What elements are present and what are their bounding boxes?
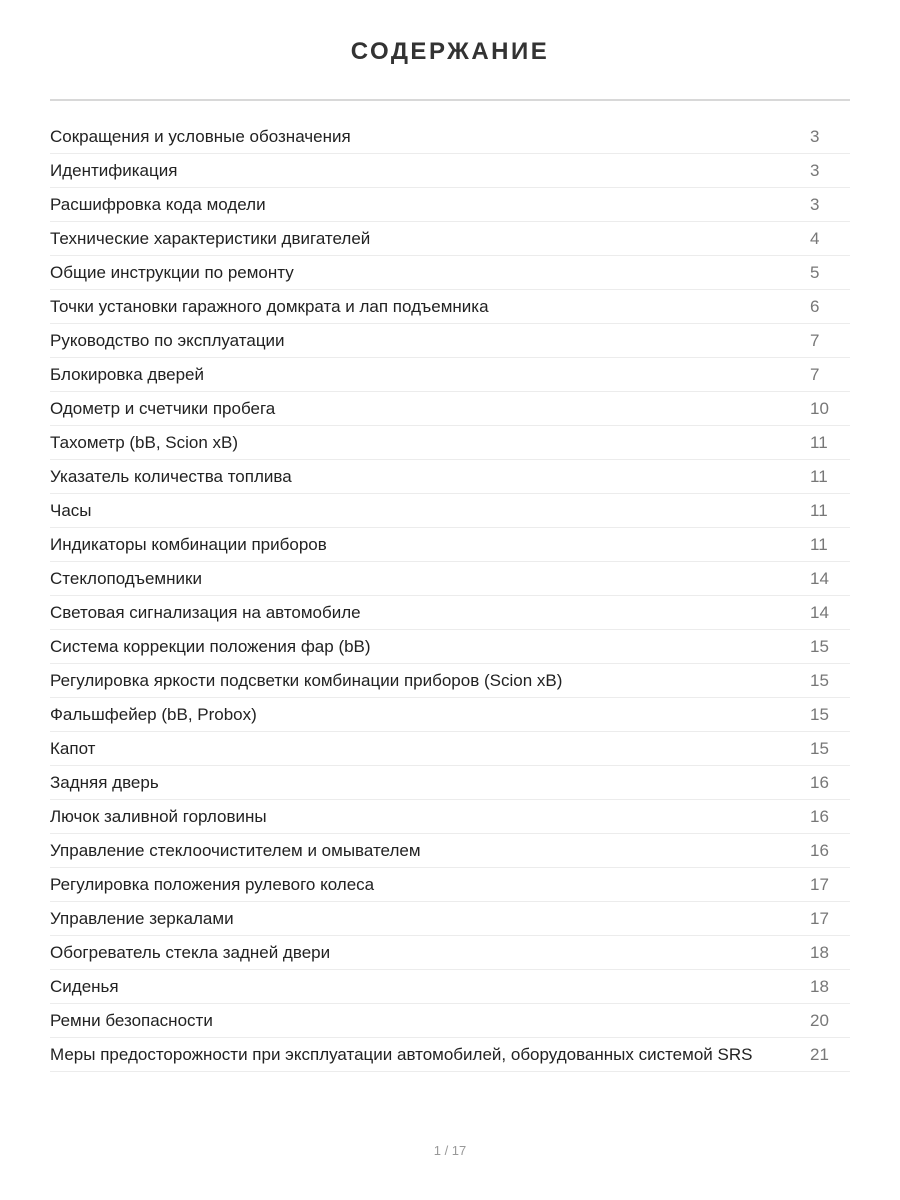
toc-entry[interactable] bbox=[50, 392, 850, 426]
toc-entry-label[interactable]: Руководство по эксплуатации bbox=[50, 331, 285, 350]
toc-entry-page-number: 10 bbox=[810, 399, 829, 418]
toc-entry-label[interactable]: Управление стеклоочистителем и омывателем bbox=[50, 841, 421, 860]
toc-entry-label[interactable]: Точки установки гаражного домкрата и лап подъемника bbox=[50, 297, 489, 316]
toc-entry-label[interactable]: Блокировка дверей bbox=[50, 365, 205, 384]
toc-entry[interactable] bbox=[50, 120, 850, 154]
toc-entry[interactable] bbox=[50, 698, 850, 732]
title-divider bbox=[50, 99, 850, 101]
toc-entry[interactable] bbox=[50, 460, 850, 494]
toc-entry-label[interactable]: Индикаторы комбинации приборов bbox=[50, 535, 327, 554]
toc-entry-page-number: 18 bbox=[810, 943, 829, 962]
toc-entry[interactable] bbox=[50, 188, 850, 222]
toc-entry-page-number: 17 bbox=[810, 909, 829, 928]
toc-entry-page-number: 15 bbox=[810, 705, 829, 724]
toc-entry-label[interactable]: Регулировка яркости подсветки комбинации приборов (Scion xB) bbox=[50, 671, 563, 690]
toc-entry-page-number: 15 bbox=[810, 739, 829, 758]
toc-entry-page-number: 7 bbox=[810, 331, 820, 350]
toc-entry-label[interactable]: Стеклоподъемники bbox=[50, 569, 202, 588]
toc-entry[interactable] bbox=[50, 154, 850, 188]
toc-entry-page-number: 11 bbox=[810, 535, 828, 554]
toc-entry[interactable] bbox=[50, 630, 850, 664]
toc-entry[interactable] bbox=[50, 766, 850, 800]
toc-entry-page-number: 11 bbox=[810, 501, 828, 520]
toc-entry-label[interactable]: Система коррекции положения фар (bB) bbox=[50, 637, 371, 656]
toc-entry-page-number: 15 bbox=[810, 671, 829, 690]
toc-entry-page-number: 16 bbox=[810, 807, 829, 826]
toc-entry-label[interactable]: Задняя дверь bbox=[50, 773, 159, 792]
toc-entry-label[interactable]: Одометр и счетчики пробега bbox=[50, 399, 276, 418]
toc-entry-page-number: 3 bbox=[810, 127, 820, 146]
toc-entry-page-number: 11 bbox=[810, 433, 828, 452]
toc-entry-label[interactable]: Световая сигнализация на автомобиле bbox=[50, 603, 361, 622]
toc-entry-label[interactable]: Сиденья bbox=[50, 977, 119, 996]
toc-entry-label[interactable]: Указатель количества топлива bbox=[50, 467, 292, 486]
toc-entry-label[interactable]: Лючок заливной горловины bbox=[50, 807, 267, 826]
toc-entry-page-number: 14 bbox=[810, 603, 829, 622]
toc-entry-label[interactable]: Расшифровка кода модели bbox=[50, 195, 266, 214]
toc-entry[interactable] bbox=[50, 1004, 850, 1038]
toc-entry-page-number: 20 bbox=[810, 1011, 829, 1030]
toc-entry[interactable] bbox=[50, 562, 850, 596]
toc-entry[interactable] bbox=[50, 596, 850, 630]
toc-entry-page-number: 5 bbox=[810, 263, 820, 282]
toc-entry-label[interactable]: Фальшфейер (bB, Probox) bbox=[50, 705, 257, 724]
page-indicator: 1 / 17 bbox=[433, 1143, 467, 1158]
toc-entry-label[interactable]: Тахометр (bB, Scion xB) bbox=[50, 433, 239, 452]
toc-entry-page-number: 11 bbox=[810, 467, 828, 486]
toc-entry-label[interactable]: Часы bbox=[50, 501, 92, 520]
toc-entry[interactable] bbox=[50, 1038, 850, 1072]
page-title: СОДЕРЖАНИЕ bbox=[350, 38, 550, 65]
toc-entry-page-number: 18 bbox=[810, 977, 829, 996]
toc-entry-page-number: 16 bbox=[810, 773, 829, 792]
toc-entry-label[interactable]: Управление зеркалами bbox=[50, 909, 234, 928]
toc-entry-page-number: 21 bbox=[810, 1045, 829, 1064]
toc-entry[interactable] bbox=[50, 834, 850, 868]
toc-entry[interactable] bbox=[50, 970, 850, 1004]
toc-entry-label[interactable]: Общие инструкции по ремонту bbox=[50, 263, 294, 282]
toc-entry[interactable] bbox=[50, 222, 850, 256]
toc-entry[interactable] bbox=[50, 800, 850, 834]
toc-entry-label[interactable]: Капот bbox=[50, 739, 96, 758]
toc-entry[interactable] bbox=[50, 324, 850, 358]
toc-entry-label[interactable]: Регулировка положения рулевого колеса bbox=[50, 875, 375, 894]
toc-entry[interactable] bbox=[50, 358, 850, 392]
toc-entry-page-number: 17 bbox=[810, 875, 829, 894]
toc-entry[interactable] bbox=[50, 528, 850, 562]
toc-entry-label[interactable]: Ремни безопасности bbox=[50, 1011, 213, 1030]
toc-entry[interactable] bbox=[50, 426, 850, 460]
toc-entry-page-number: 3 bbox=[810, 161, 820, 180]
toc-entry[interactable] bbox=[50, 902, 850, 936]
toc-entry[interactable] bbox=[50, 664, 850, 698]
toc-entry-page-number: 14 bbox=[810, 569, 829, 588]
toc-entry-label[interactable]: Обогреватель стекла задней двери bbox=[50, 943, 331, 962]
toc-entry[interactable] bbox=[50, 290, 850, 324]
toc-entry-label[interactable]: Технические характеристики двигателей bbox=[50, 229, 371, 248]
toc-entry[interactable] bbox=[50, 732, 850, 766]
toc-entry[interactable] bbox=[50, 494, 850, 528]
toc-entry[interactable] bbox=[50, 868, 850, 902]
toc-entry-label[interactable]: Сокращения и условные обозначения bbox=[50, 127, 351, 146]
toc-entry[interactable] bbox=[50, 936, 850, 970]
toc-entry-page-number: 16 bbox=[810, 841, 829, 860]
toc-entry-page-number: 15 bbox=[810, 637, 829, 656]
toc-entry[interactable] bbox=[50, 256, 850, 290]
toc-entry-label[interactable]: Меры предосторожности при эксплуатации автомобилей, оборудованных системой SRS bbox=[50, 1045, 753, 1064]
toc-entry-label[interactable]: Идентификация bbox=[50, 161, 178, 180]
toc-entry-page-number: 7 bbox=[810, 365, 820, 384]
toc-entry-page-number: 3 bbox=[810, 195, 820, 214]
table-of-contents bbox=[50, 120, 850, 1072]
toc-entry-page-number: 6 bbox=[810, 297, 820, 316]
toc-entry-page-number: 4 bbox=[810, 229, 820, 248]
